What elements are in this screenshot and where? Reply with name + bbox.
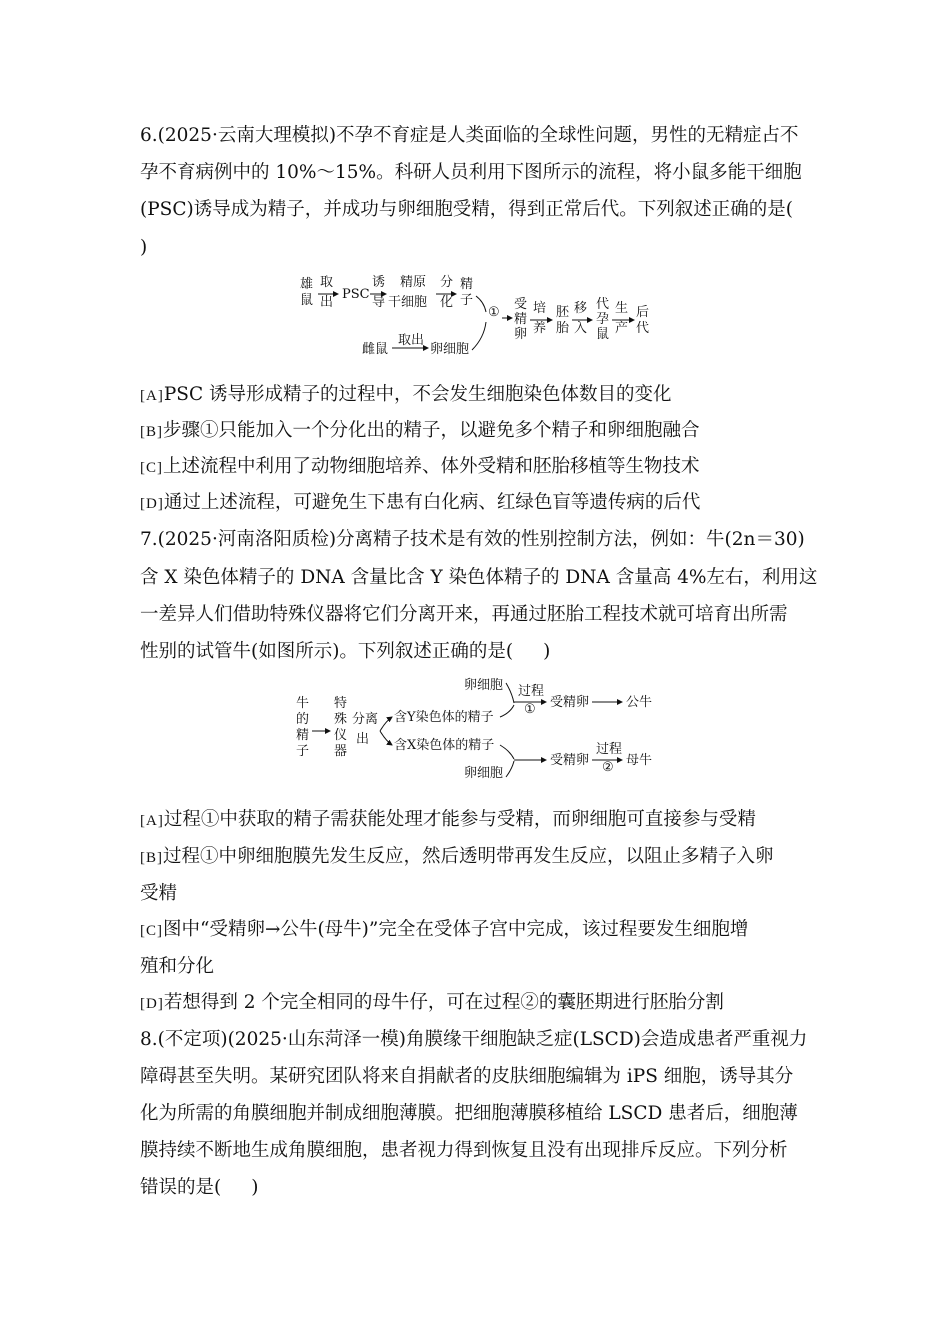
q8-line-5 (140, 1176, 258, 1200)
q7-instrument-c: 仪 (334, 728, 348, 743)
q6-culture-b: 养 (533, 321, 547, 336)
q8-line-2: 障碍甚至失明。某研究团队将来自捐献者的皮肤细胞编辑为 iPS 细胞，诱导其分 (140, 1066, 794, 1087)
q6-line-3: (PSC)诱导成为精子，并成功与卵细胞受精，得到正常后代。下列叙述正确的是( (140, 199, 793, 220)
option-text: 若想得到 2 个完全相同的母牛仔，可在过程②的囊胚期进行胚胎分割 (163, 992, 724, 1013)
q6-zygote-c: 卵 (514, 327, 528, 342)
q7-line-4-close: ) (543, 641, 551, 662)
q7-cattle-sperm-a: 牛 (296, 696, 310, 711)
option-text: 步骤①只能加入一个分化出的精子，以避免多个精子和卵细胞融合 (163, 420, 700, 441)
q6-surrogate-b: 孕 (596, 312, 610, 327)
q6-takeout-1a: 取 (320, 275, 334, 290)
q6-male-mouse-1: 雄 (300, 277, 314, 292)
option-tag: [D] (140, 996, 164, 1012)
option-text: 图中“受精卵→公牛(母牛)”完全在受体子宫中完成，该过程要发生细胞增 (163, 919, 749, 940)
option-tag: [C] (140, 923, 163, 939)
option-text: 过程①中卵细胞膜先发生反应，然后透明带再发生反应，以阻止多精子入卵 (163, 846, 774, 867)
q7-process-2: 过程 (596, 742, 623, 757)
q7-option-a[interactable] (140, 808, 756, 833)
q6-sperm-b: 子 (460, 293, 474, 308)
option-tag: [C] (140, 460, 163, 476)
q7-flow-diagram (290, 673, 670, 785)
q6-zygote-b: 精 (514, 312, 528, 327)
option-tag: [A] (140, 813, 164, 829)
q7-instrument-b: 殊 (334, 712, 348, 727)
q7-line-4-text: 性别的试管牛(如图所示)。下列叙述正确的是( (140, 641, 514, 662)
q7-option-b[interactable] (140, 845, 774, 870)
q7-bull: 公牛 (626, 695, 653, 710)
q6-surrogate-a: 代 (596, 297, 610, 312)
q7-cattle-sperm-d: 子 (296, 744, 310, 759)
q7-line-1: 7.(2025·河南洛阳质检)分离精子技术是有效的性别控制方法，例如：牛(2n＝30) (140, 529, 805, 550)
q8-line-1: 8.(不定项)(2025·山东菏泽一模)角膜缘干细胞缺乏症(LSCD)会造成患者严重视力 (140, 1029, 808, 1050)
q6-option-c[interactable] (140, 455, 700, 480)
option-text: 通过上述流程，可避免生下患有白化病、红绿色盲等遗传病的后代 (163, 492, 701, 513)
q6-produce-a: 生 (615, 301, 629, 316)
option-tag: [D] (140, 496, 164, 512)
q6-option-d[interactable] (140, 491, 700, 516)
q7-option-c-cont: 殖和分化 (140, 956, 215, 977)
q7-line-4 (140, 640, 550, 664)
q6-differentiate-a: 分 (440, 275, 454, 290)
option-tag: [B] (140, 424, 163, 440)
q6-psc: PSC (342, 287, 370, 302)
q7-separate-b: 出 (356, 732, 370, 747)
q6-induce-a: 诱 (372, 275, 386, 290)
q6-offspring-b: 代 (636, 321, 650, 336)
q6-induce-b: 导 (372, 295, 386, 310)
q7-cattle-sperm-c: 精 (296, 728, 310, 743)
q6-flow-diagram (290, 268, 680, 368)
q7-option-b-cont: 受精 (140, 883, 178, 904)
q6-offspring-a: 后 (636, 305, 650, 320)
q6-line-1: 6.(2025·云南大理模拟)不孕不育症是人类面临的全球性问题，男性的无精症占不 (140, 125, 799, 146)
q6-step-1: ① (488, 305, 500, 320)
q7-instrument-a: 特 (334, 696, 348, 711)
q7-zygote-top: 受精卵 (550, 695, 590, 710)
q7-process-1: 过程 (518, 684, 545, 699)
q7-egg-bottom: 卵细胞 (464, 766, 504, 781)
q6-spermatogonia-b: 干细胞 (388, 295, 428, 310)
q6-option-b[interactable] (140, 419, 700, 444)
option-tag: [A] (140, 388, 164, 404)
q6-line-2: 孕不育病例中的 10%～15%。科研人员利用下图所示的流程，将小鼠多能干细胞 (140, 162, 802, 183)
q6-surrogate-c: 鼠 (596, 327, 610, 342)
q8-line-3: 化为所需的角膜细胞并制成细胞薄膜。把细胞薄膜移植给 LSCD 患者后，细胞薄 (140, 1103, 798, 1124)
q7-step-2: ② (602, 760, 614, 775)
q8-line-5-close: ) (251, 1177, 259, 1198)
q8-line-5-text: 错误的是( (140, 1177, 222, 1198)
q6-male-mouse-2: 鼠 (300, 293, 314, 308)
q6-female-mouse: 雌鼠 (362, 342, 389, 357)
q7-cattle-sperm-b: 的 (296, 712, 310, 727)
q7-line-3: 一差异人们借助特殊仪器将它们分离开来，再通过胚胎工程技术就可培育出所需 (140, 604, 788, 625)
q6-takeout-1b: 出 (320, 295, 334, 310)
q7-step-1: ① (524, 702, 536, 717)
q7-separate-a: 分离 (352, 712, 379, 727)
option-tag: [B] (140, 850, 163, 866)
option-text: PSC 诱导形成精子的过程中，不会发生细胞染色体数目的变化 (163, 384, 672, 405)
q6-transfer-a: 移 (574, 301, 588, 316)
q7-option-d[interactable] (140, 991, 724, 1016)
q6-culture-a: 培 (533, 301, 547, 316)
q6-embryo-b: 胎 (556, 321, 570, 336)
q7-x-sperm: 含X染色体的精子 (394, 738, 495, 753)
q7-option-c[interactable] (140, 918, 748, 943)
q6-sperm-a: 精 (460, 277, 474, 292)
q6-zygote-a: 受 (514, 297, 528, 312)
q6-transfer-b: 入 (574, 321, 588, 336)
q6-option-a[interactable] (140, 383, 672, 408)
q7-line-2: 含 X 染色体精子的 DNA 含量比含 Y 染色体精子的 DNA 含量高 4%左右，利用这 (140, 567, 818, 588)
q7-zygote-bottom: 受精卵 (550, 753, 590, 768)
q7-instrument-d: 器 (334, 744, 348, 759)
q7-y-sperm: 含Y染色体的精子 (394, 710, 494, 725)
q6-line-4: ) (140, 237, 148, 258)
option-text: 上述流程中利用了动物细胞培养、体外受精和胚胎移植等生物技术 (163, 456, 700, 477)
q6-embryo-a: 胚 (556, 305, 570, 320)
q6-takeout-2: 取出 (398, 333, 425, 348)
q6-differentiate-b: 化 (440, 295, 454, 310)
q7-egg-top: 卵细胞 (464, 678, 504, 693)
q7-cow: 母牛 (626, 753, 653, 768)
q6-spermatogonia-a: 精原 (400, 275, 427, 290)
q6-egg: 卵细胞 (430, 342, 470, 357)
q8-line-4: 膜持续不断地生成角膜细胞，患者视力得到恢复且没有出现排斥反应。下列分析 (140, 1140, 788, 1161)
option-text: 过程①中获取的精子需获能处理才能参与受精，而卵细胞可直接参与受精 (163, 809, 756, 830)
q6-produce-b: 产 (615, 321, 629, 336)
